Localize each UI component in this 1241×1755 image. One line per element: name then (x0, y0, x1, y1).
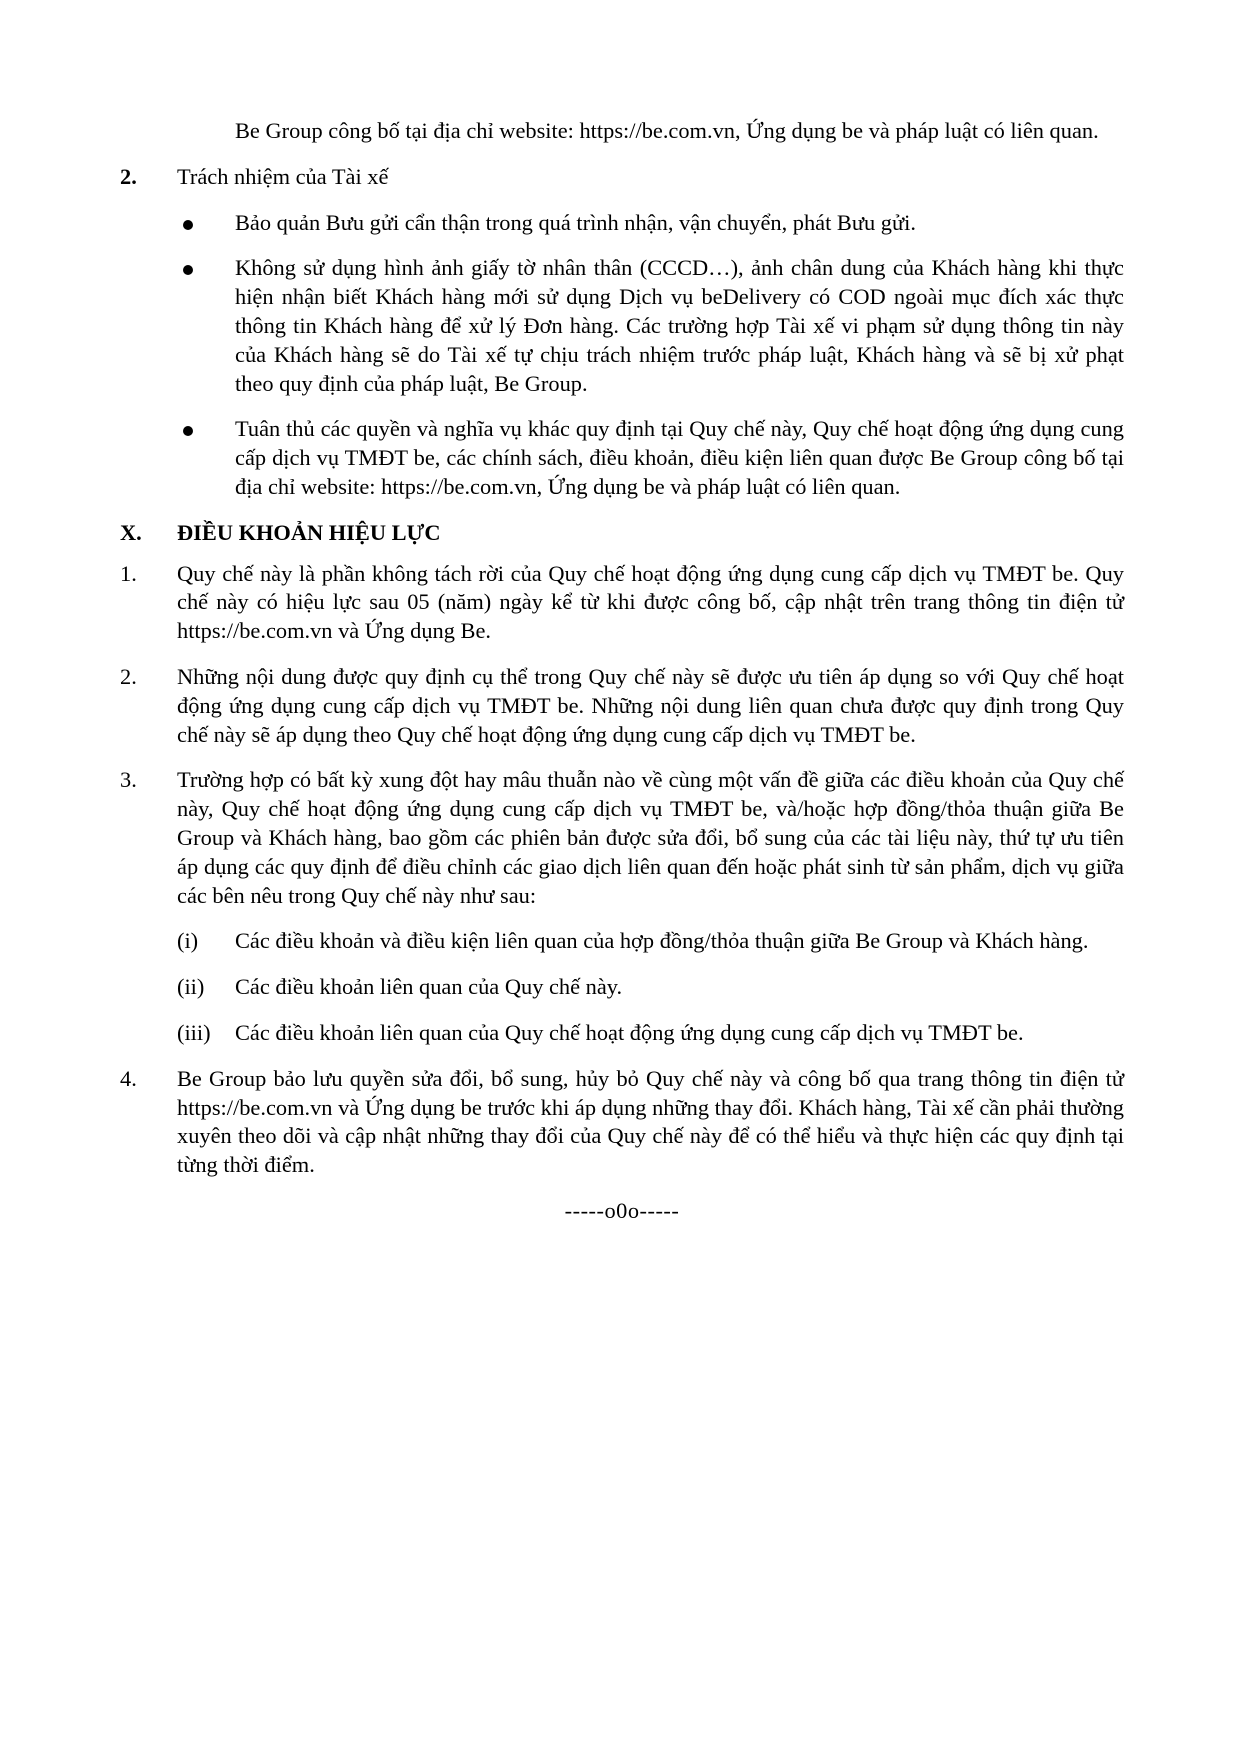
driver-bullet-text: Không sử dụng hình ảnh giấy tờ nhân thân (CCCD…), ảnh chân dung của Khách hàng khi thực hiện nhận biết Khách hàng mới sử dụng Dịch vụ beDelivery có COD ngoài mục đích xác thực thông tin Khách hàng để xử lý Đơn hàng. Các trường hợp Tài xế vi phạm sử dụng thông tin này của Khách hàng sẽ do Tài xế tự chịu trách nhiệm trước pháp luật, Khách hàng và sẽ bị xử phạt theo quy định của pháp luật, Be Group. (235, 255, 1124, 396)
section-x-heading (120, 519, 1124, 548)
item-text: Be Group bảo lưu quyền sửa đổi, bổ sung, hủy bỏ Quy chế này và công bố qua trang thông tin điện tử https://be.com.vn và Ứng dụng be trước khi áp dụng những thay đổi. Khách hàng, Tài xế cần phải thường xuyên theo dõi và cập nhật những thay đổi của Quy chế này để có thể hiểu và thực hiện các quy định tại từng thời điểm. (177, 1065, 1124, 1178)
document-content (120, 117, 1124, 1226)
ending-mark: -----o0o----- (564, 1197, 680, 1223)
priority-item (177, 927, 1124, 956)
priority-text: Các điều khoản liên quan của Quy chế hoạt động ứng dụng cung cấp dịch vụ TMĐT be. (235, 1019, 1024, 1045)
bullet-dot-icon (183, 426, 193, 436)
section-x-item (120, 1065, 1124, 1180)
driver-bullet-text: Tuân thủ các quyền và nghĩa vụ khác quy định tại Quy chế này, Quy chế hoạt động ứng dụng cung cấp dịch vụ TMĐT be, các chính sách, điều khoản, điều kiện liên quan được Be Group công bố tại địa chỉ website: https://be.com.vn, Ứng dụng be và pháp luật có liên quan. (235, 416, 1124, 499)
driver-section-title: Trách nhiệm của Tài xế (177, 163, 389, 189)
priority-item (177, 1019, 1124, 1048)
section-x-number: X. (120, 519, 142, 545)
item-text: Trường hợp có bất kỳ xung đột hay mâu thuẫn nào về cùng một vấn đề giữa các điều khoản của Quy chế này, Quy chế hoạt động ứng dụng cung cấp dịch vụ TMĐT be, và/hoặc hợp đồng/thỏa thuận giữa Be Group và Khách hàng, bao gồm các phiên bản được sửa đổi, bổ sung của các tài liệu này, thứ tự ưu tiên áp dụng các quy định để điều chỉnh các giao dịch liên quan đến hoặc phát sinh từ sản phẩm, dịch vụ giữa các bên nêu trong Quy chế này như sau: (177, 767, 1124, 908)
driver-bullet-item (177, 209, 1124, 238)
driver-bullet-item (177, 254, 1124, 398)
item-text: Quy chế này là phần không tách rời của Quy chế hoạt động ứng dụng cung cấp dịch vụ TMĐT be. Quy chế này có hiệu lực sau 05 (năm) ngày kể từ khi được công bố, cập nhật trên trang thông tin điện tử https://be.com.vn và Ứng dụng Be. (177, 560, 1124, 644)
bullet-marker (177, 209, 235, 238)
item-number: 2. (120, 663, 137, 689)
section-x-item (120, 766, 1124, 910)
bullet-dot-icon (183, 265, 193, 275)
driver-bullet-list (177, 209, 1124, 502)
bullet-marker (177, 415, 235, 444)
section-x-title: ĐIỀU KHOẢN HIỆU LỰC (177, 519, 441, 545)
priority-label: (ii) (177, 974, 205, 1000)
driver-bullet-text: Bảo quản Bưu gửi cẩn thận trong quá trình nhận, vận chuyển, phát Bưu gửi. (235, 209, 916, 235)
section-x-item (120, 560, 1124, 646)
intro-continuation: Be Group công bố tại địa chỉ website: https://be.com.vn, Ứng dụng be và pháp luật có liên quan. (235, 118, 1099, 143)
item-text: Những nội dung được quy định cụ thể trong Quy chế này sẽ được ưu tiên áp dụng so với Quy chế hoạt động ứng dụng cung cấp dịch vụ TMĐT be. Những nội dung liên quan chưa được quy định trong Quy chế này sẽ áp dụng theo Quy chế hoạt động ứng dụng cung cấp dịch vụ TMĐT be. (177, 663, 1124, 747)
priority-list (177, 927, 1124, 1047)
priority-item (177, 973, 1124, 1002)
driver-section-number: 2. (120, 163, 137, 189)
priority-text: Các điều khoản liên quan của Quy chế này. (235, 974, 623, 1000)
item-number: 1. (120, 560, 137, 586)
item-number: 4. (120, 1065, 137, 1091)
item-number: 3. (120, 767, 137, 793)
driver-bullet-item (177, 415, 1124, 501)
section-x-item (120, 663, 1124, 749)
bullet-dot-icon (183, 220, 193, 230)
priority-label: (i) (177, 928, 199, 954)
bullet-marker (177, 254, 235, 283)
priority-text: Các điều khoản và điều kiện liên quan của hợp đồng/thỏa thuận giữa Be Group và Khách hàng. (235, 928, 1089, 954)
driver-section-heading (120, 163, 1124, 192)
priority-label: (iii) (177, 1019, 211, 1045)
